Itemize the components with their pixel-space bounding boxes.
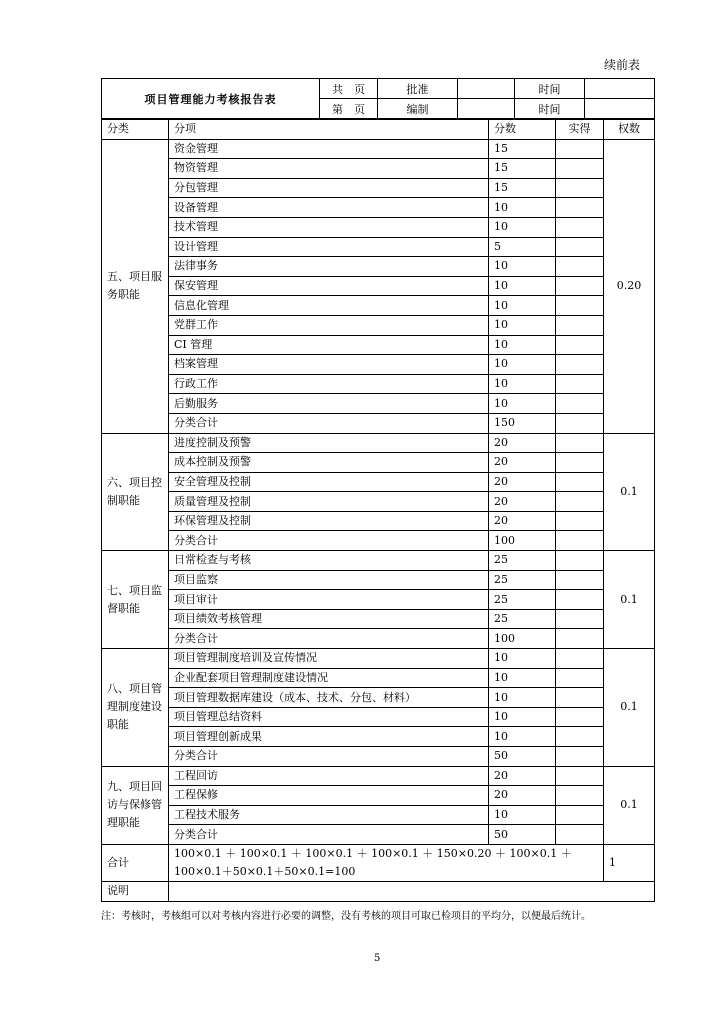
item-actual: [556, 570, 604, 590]
item-score: 10: [489, 688, 556, 708]
item-score: 15: [489, 139, 556, 159]
item-score: 10: [489, 649, 556, 669]
table-row: [102, 590, 655, 610]
item-score: 25: [489, 590, 556, 610]
item-name: 法律事务: [169, 257, 489, 277]
item-score: 10: [489, 217, 556, 237]
remark-value: [169, 881, 655, 901]
item-actual: [556, 374, 604, 394]
item-actual: [556, 629, 604, 649]
item-score: 10: [489, 257, 556, 277]
item-actual: [556, 453, 604, 473]
item-name: 设计管理: [169, 237, 489, 257]
category-name: 五、项目服务职能: [102, 139, 169, 433]
table-row: [102, 237, 655, 257]
table-row: [102, 335, 655, 355]
item-score: 100: [489, 531, 556, 551]
item-name: 安全管理及控制: [169, 472, 489, 492]
item-actual: [556, 413, 604, 433]
item-actual: [556, 394, 604, 414]
item-score: 25: [489, 551, 556, 571]
total-label: 合计: [102, 844, 169, 881]
time-label: 时间: [515, 79, 585, 99]
item-score: 10: [489, 374, 556, 394]
table-row: [102, 198, 655, 218]
table-row: [102, 453, 655, 473]
item-name: 企业配套项目管理制度建设情况: [169, 668, 489, 688]
category-name: 九、项目回访与保修管理职能: [102, 766, 169, 844]
footnote: 注：考核时，考核组可以对考核内容进行必要的调整，没有考核的项目可取已检项目的平均分，以便最后统计。: [101, 911, 591, 922]
table-row: [102, 511, 655, 531]
item-name: 项目管理创新成果: [169, 727, 489, 747]
item-score: 20: [489, 472, 556, 492]
report-header: [101, 78, 655, 119]
time-label: 时间: [515, 99, 585, 119]
item-score: 5: [489, 237, 556, 257]
column-header-score: 分数: [489, 120, 556, 140]
approve-label: 批准: [378, 79, 458, 99]
item-score: 25: [489, 570, 556, 590]
table-row: [102, 649, 655, 669]
category-weight: 0.1: [604, 766, 655, 844]
item-actual: [556, 159, 604, 179]
table-row: [102, 747, 655, 767]
item-score: 20: [489, 433, 556, 453]
table-row: [102, 315, 655, 335]
item-score: 10: [489, 296, 556, 316]
item-actual: [556, 178, 604, 198]
item-score: 10: [489, 335, 556, 355]
table-row: [102, 217, 655, 237]
item-score: 20: [489, 453, 556, 473]
item-score: 10: [489, 707, 556, 727]
item-name: 质量管理及控制: [169, 492, 489, 512]
item-name: 行政工作: [169, 374, 489, 394]
item-name: 信息化管理: [169, 296, 489, 316]
item-score: 20: [489, 786, 556, 806]
item-name: 党群工作: [169, 315, 489, 335]
item-actual: [556, 198, 604, 218]
item-score: 150: [489, 413, 556, 433]
item-score: 15: [489, 159, 556, 179]
column-header-actual: 实得: [556, 120, 604, 140]
item-score: 20: [489, 511, 556, 531]
table-row: [102, 766, 655, 786]
item-name: 项目管理总结资料: [169, 707, 489, 727]
item-actual: [556, 805, 604, 825]
item-actual: [556, 355, 604, 375]
table-row: [102, 786, 655, 806]
category-name: 七、项目监督职能: [102, 551, 169, 649]
item-score: 15: [489, 178, 556, 198]
table-row: [102, 570, 655, 590]
table-row: [102, 276, 655, 296]
table-row: [102, 472, 655, 492]
item-actual: [556, 747, 604, 767]
item-actual: [556, 296, 604, 316]
remark-label: 说明: [102, 881, 169, 901]
item-score: 25: [489, 609, 556, 629]
item-name: 分类合计: [169, 629, 489, 649]
item-score: 10: [489, 198, 556, 218]
category-weight: 0.1: [604, 649, 655, 767]
item-actual: [556, 688, 604, 708]
item-name: 分包管理: [169, 178, 489, 198]
total-weight: 1: [604, 844, 655, 881]
time-value: [585, 79, 655, 99]
item-score: 10: [489, 276, 556, 296]
item-name: CI 管理: [169, 335, 489, 355]
item-score: 20: [489, 766, 556, 786]
column-header-item: 分项: [169, 120, 489, 140]
item-actual: [556, 276, 604, 296]
item-score: 10: [489, 805, 556, 825]
item-name: 分类合计: [169, 413, 489, 433]
table-row: [102, 707, 655, 727]
item-score: 10: [489, 394, 556, 414]
item-name: 技术管理: [169, 217, 489, 237]
item-actual: [556, 531, 604, 551]
item-actual: [556, 472, 604, 492]
item-name: 分类合计: [169, 531, 489, 551]
table-row: [102, 355, 655, 375]
item-name: 分类合计: [169, 825, 489, 845]
approve-value: [458, 79, 515, 99]
table-row: [102, 668, 655, 688]
assessment-table: [101, 119, 655, 902]
item-name: 项目监察: [169, 570, 489, 590]
item-name: 环保管理及控制: [169, 511, 489, 531]
table-row: [102, 257, 655, 277]
item-actual: [556, 707, 604, 727]
table-row: [102, 688, 655, 708]
item-actual: [556, 511, 604, 531]
item-name: 工程保修: [169, 786, 489, 806]
table-row: [102, 629, 655, 649]
item-actual: [556, 609, 604, 629]
item-name: 项目管理数据库建设（成本、技术、分包、材料）: [169, 688, 489, 708]
page-no-label: 第 页: [320, 99, 378, 119]
table-row: [102, 394, 655, 414]
table-row: [102, 296, 655, 316]
category-name: 六、项目控制职能: [102, 433, 169, 551]
item-score: 100: [489, 629, 556, 649]
item-actual: [556, 786, 604, 806]
item-score: 10: [489, 315, 556, 335]
item-name: 后勤服务: [169, 394, 489, 414]
item-actual: [556, 766, 604, 786]
item-actual: [556, 492, 604, 512]
item-name: 进度控制及预警: [169, 433, 489, 453]
item-score: 50: [489, 747, 556, 767]
item-name: 物资管理: [169, 159, 489, 179]
item-name: 设备管理: [169, 198, 489, 218]
total-formula: 100×0.1 ＋ 100×0.1 ＋ 100×0.1 ＋ 100×0.1 ＋ 150×0.20 ＋ 100×0.1 ＋ 100×0.1＋50×0.1＋50×0.1=100: [169, 844, 604, 881]
table-row: [102, 727, 655, 747]
table-row: [102, 805, 655, 825]
table-row: [102, 413, 655, 433]
category-weight: 0.1: [604, 551, 655, 649]
item-name: 工程回访: [169, 766, 489, 786]
table-row: [102, 609, 655, 629]
table-row: [102, 374, 655, 394]
time-value: [585, 99, 655, 119]
column-header-category: 分类: [102, 120, 169, 140]
table-row: [102, 159, 655, 179]
category-weight: 0.1: [604, 433, 655, 551]
item-name: 资金管理: [169, 139, 489, 159]
item-actual: [556, 257, 604, 277]
item-score: 10: [489, 355, 556, 375]
item-name: 保安管理: [169, 276, 489, 296]
item-actual: [556, 217, 604, 237]
page-number: 5: [374, 953, 381, 964]
item-score: 10: [489, 668, 556, 688]
item-actual: [556, 433, 604, 453]
item-actual: [556, 335, 604, 355]
table-row: [102, 139, 655, 159]
table-row: [102, 433, 655, 453]
item-name: 项目审计: [169, 590, 489, 610]
report-title: 项目管理能力考核报告表: [102, 79, 320, 119]
item-name: 项目管理制度培训及宣传情况: [169, 649, 489, 669]
item-name: 档案管理: [169, 355, 489, 375]
item-name: 项目绩效考核管理: [169, 609, 489, 629]
item-score: 10: [489, 727, 556, 747]
item-actual: [556, 139, 604, 159]
item-actual: [556, 668, 604, 688]
table-row: [102, 825, 655, 845]
table-row: [102, 551, 655, 571]
item-name: 成本控制及预警: [169, 453, 489, 473]
item-score: 20: [489, 492, 556, 512]
category-weight: 0.20: [604, 139, 655, 433]
table-row: [102, 531, 655, 551]
continued-label: 续前表: [604, 58, 641, 72]
table-row: [102, 492, 655, 512]
item-actual: [556, 649, 604, 669]
item-name: 工程技术服务: [169, 805, 489, 825]
compile-label: 编制: [378, 99, 458, 119]
item-name: 分类合计: [169, 747, 489, 767]
total-pages-label: 共 页: [320, 79, 378, 99]
item-actual: [556, 590, 604, 610]
compile-value: [458, 99, 515, 119]
item-actual: [556, 551, 604, 571]
item-name: 日常检查与考核: [169, 551, 489, 571]
item-actual: [556, 727, 604, 747]
item-score: 50: [489, 825, 556, 845]
item-actual: [556, 237, 604, 257]
column-header-weight: 权数: [604, 120, 655, 140]
item-actual: [556, 315, 604, 335]
table-row: [102, 178, 655, 198]
item-actual: [556, 825, 604, 845]
category-name: 八、项目管理制度建设职能: [102, 649, 169, 767]
